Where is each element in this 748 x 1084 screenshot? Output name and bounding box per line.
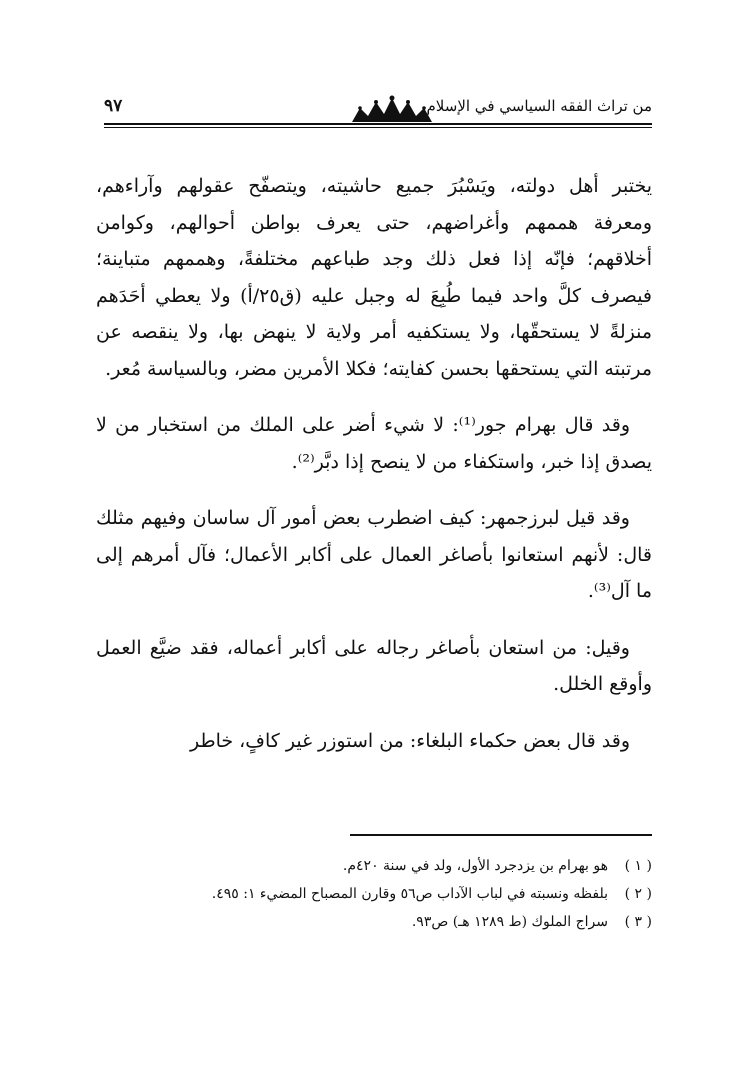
footnote-number: ( ٢ ) [624,886,652,902]
paragraph: وقد قال بهرام جور⁽¹⁾: لا شيء أضر على الملك من استخبار من لا يصدق إذا خبر، واستكفاء من لا ينصح إذا دبَّر⁽²⁾. [96,414,652,473]
footnotes [96,852,652,936]
footnote-item [96,852,652,880]
footnote-text: بلفظه ونسبته في لباب الآداب ص٥٦ وقارن المصباح المضيء ١: ٤٩٥. [211,886,608,902]
running-title: من تراث الفقه السياسي في الإسلام [426,97,652,115]
paragraph: وقد قال بعض حكماء البلغاء: من استوزر غير كافٍ، خاطر [189,729,630,752]
header-rule [104,123,652,129]
running-header [104,94,652,134]
main-text [96,168,652,779]
paragraph: وقيل: من استعان بأصاغر رجاله على أكابر أعماله، فقد ضيَّع العمل وأوقع الخلل. [96,636,652,695]
paragraph: يختبر أهل دولته، ويَسْبُرَ جميع حاشيته، ويتصفّح عقولهم وآراءهم، ومعرفة هممهم وأغراضهم، حتى يعرف بواطن أحوالهم، وكوامن أخلاقهم؛ فإنّه إذا فعل ذلك وجد طباعهم مختلفةً، وهممهم متباينة؛ فيصرف كلَّ واحد فيما طُبِعَ له وجبل عليه (ق٢٥/أ) ولا يعطي أحَدَهم منزلةً لا يستحقّها، ولا يستكفيه أمر ولاية لا ينهض بها، ولا ينقصه عن مرتبته التي يستحقها بحسن كفايته؛ فكلا الأمرين مضر، وبالسياسة مُعر. [96,175,653,380]
footnote-item [96,880,652,908]
page-number: ٩٧ [104,96,123,116]
footnote-divider [350,834,652,836]
footnote-number: ( ٣ ) [624,914,652,930]
footnote-text: سراج الملوك (ط ١٢٨٩ هـ) ص٩٣. [411,914,608,930]
footnote-text: هو بهرام بن يزدجرد الأول، ولد في سنة ٤٢٠م. [342,858,608,874]
crown-ornament-icon [350,94,434,124]
footnote-number: ( ١ ) [624,858,652,874]
paragraph: وقد قيل لبرزجمهر: كيف اضطرب بعض أمور آل ساسان وفيهم مثلك قال: لأنهم استعانوا بأصاغر العمال على أكابر الأعمال؛ فآل أمرهم إلى ما آل⁽³⁾. [96,507,652,602]
footnote-item [96,908,652,936]
